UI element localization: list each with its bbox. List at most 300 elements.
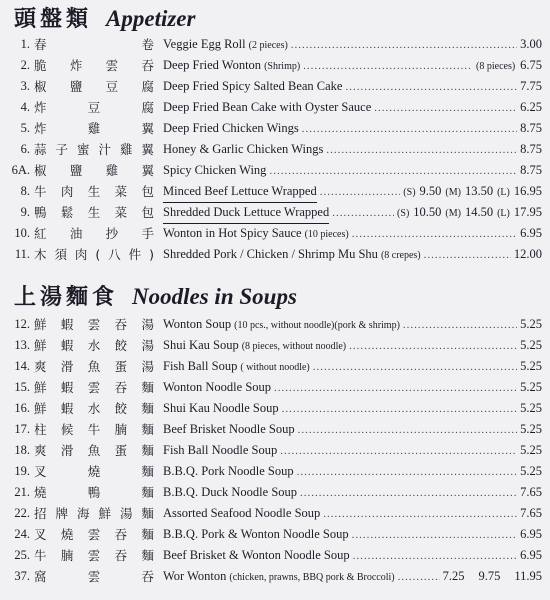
- size-label: (L): [497, 187, 510, 198]
- zh-char: 椒: [34, 79, 47, 94]
- item-name-en: Beef Brisket Noodle Soup: [163, 422, 295, 436]
- item-english: [163, 181, 542, 203]
- menu-item: [0, 244, 550, 265]
- menu-item: [0, 181, 550, 202]
- zh-char: 燒: [34, 485, 47, 500]
- zh-char: 卷: [141, 37, 154, 52]
- zh-char: 菜: [114, 184, 128, 199]
- menu-item: [0, 356, 550, 377]
- menu-item: [0, 461, 550, 482]
- section-title-zh: 頭盤類: [14, 7, 93, 32]
- zh-char: 麵: [141, 443, 154, 458]
- item-name-zh: [34, 461, 154, 482]
- item-english: [163, 440, 542, 462]
- item-english: [163, 202, 542, 224]
- leader-dots: [424, 245, 511, 266]
- item-name-zh: [34, 34, 154, 55]
- zh-char: 翼: [141, 142, 154, 157]
- item-name-zh: [34, 55, 154, 76]
- item-english: [163, 503, 542, 525]
- size-prices: [403, 181, 542, 203]
- leader-dots: [302, 119, 517, 140]
- zh-char: 餃: [114, 401, 128, 416]
- size-label: (L): [497, 208, 510, 219]
- section-title-en: Noodles in Soups: [132, 284, 297, 309]
- zh-char: 鴨: [87, 485, 101, 500]
- zh-char: 雲: [105, 58, 119, 73]
- item-number: 3.: [20, 79, 30, 93]
- zh-char: 雲: [87, 548, 101, 563]
- item-name-en: Veggie Egg Roll: [163, 37, 246, 51]
- item-name-zh: [34, 118, 154, 139]
- zh-char: 肉: [74, 247, 88, 262]
- item-name-en: Fish Ball Soup: [163, 359, 238, 373]
- zh-char: 吞: [114, 317, 128, 332]
- zh-char: 麵: [141, 485, 154, 500]
- zh-char: 爽: [34, 359, 47, 374]
- zh-char: 柱: [34, 422, 47, 437]
- zh-char: 翼: [141, 163, 154, 178]
- zh-char: 燒: [60, 527, 74, 542]
- item-number: 14.: [14, 359, 30, 373]
- leader-dots: [398, 567, 440, 588]
- item-name-zh: [34, 545, 154, 566]
- item-name-zh: [34, 97, 154, 118]
- item-price: 7.75: [520, 79, 542, 93]
- size-label: (S): [403, 187, 416, 198]
- item-name-zh: [34, 377, 154, 398]
- item-price: 6.95: [520, 527, 542, 541]
- zh-char: 叉: [34, 464, 47, 479]
- zh-char: 蝦: [60, 317, 74, 332]
- zh-char: 木: [34, 247, 47, 262]
- item-english: [163, 97, 542, 119]
- item-english: [163, 398, 542, 420]
- menu-item: [0, 482, 550, 503]
- zh-char: 招: [34, 506, 47, 521]
- zh-char: 水: [87, 401, 101, 416]
- item-english: [163, 34, 542, 56]
- size-price: 11.95: [514, 569, 542, 583]
- item-name-en: Deep Fried Bean Cake with Oyster Sauce: [163, 100, 372, 114]
- zh-char: 叉: [34, 527, 47, 542]
- zh-char: 手: [141, 226, 154, 241]
- leader-dots: [303, 56, 470, 77]
- zh-char: 滑: [60, 443, 74, 458]
- zh-char: 蝦: [60, 401, 74, 416]
- item-number: 18.: [14, 443, 30, 457]
- leader-dots: [320, 182, 401, 203]
- size-price: 13.50: [464, 184, 494, 198]
- item-english: [163, 55, 542, 77]
- zh-char: 雞: [105, 163, 119, 178]
- item-note: (8 crepes): [380, 250, 421, 261]
- zh-char: 鮮: [34, 380, 47, 395]
- leader-dots: [403, 315, 517, 336]
- zh-char: 鮮: [98, 506, 111, 521]
- leader-dots: [274, 378, 517, 399]
- item-number: 16.: [14, 401, 30, 415]
- item-number: 2.: [20, 58, 30, 72]
- item-note: (8 pieces, without noodle): [241, 341, 347, 352]
- zh-char: 翼: [141, 121, 154, 136]
- item-number: 17.: [14, 422, 30, 436]
- size-price: 14.50: [464, 205, 494, 219]
- menu-item: [0, 139, 550, 160]
- section-title-en: Appetizer: [106, 6, 196, 31]
- menu-item: [0, 97, 550, 118]
- item-price: 5.25: [520, 443, 542, 457]
- zh-char: 雞: [87, 121, 101, 136]
- item-price: 5.25: [520, 422, 542, 436]
- zh-char: 炸: [69, 58, 83, 73]
- item-name-en: Shui Kau Noodle Soup: [163, 401, 279, 415]
- item-price: 6.25: [520, 100, 542, 114]
- leader-dots: [269, 161, 517, 182]
- item-name-zh: [34, 524, 154, 545]
- leader-dots: [300, 483, 517, 504]
- leader-dots: [332, 203, 394, 224]
- menu-item: [0, 202, 550, 223]
- section-heading-noodles: [14, 280, 297, 314]
- menu-item: [0, 377, 550, 398]
- item-name-zh: [34, 181, 154, 202]
- item-name-zh: [34, 76, 154, 97]
- item-note: ( without noodle): [240, 362, 310, 373]
- zh-char: 窩: [34, 569, 47, 584]
- item-name-zh: [34, 139, 154, 160]
- item-name-en: Shredded Pork / Chicken / Shrimp Mu Shu: [163, 247, 378, 261]
- zh-char: 麵: [141, 506, 154, 521]
- menu-item: [0, 440, 550, 461]
- item-name-en: B.B.Q. Duck Noodle Soup: [163, 485, 298, 499]
- item-name-en: B.B.Q. Pork & Wonton Noodle Soup: [163, 527, 349, 541]
- zh-char: 雲: [87, 527, 101, 542]
- item-price: 6.95: [520, 226, 542, 240]
- size-prices: [443, 566, 542, 587]
- size-label: (M): [445, 208, 461, 219]
- item-name-zh: [34, 356, 154, 377]
- zh-char: 腐: [141, 100, 154, 115]
- zh-char: 麵: [141, 464, 154, 479]
- zh-char: 燒: [87, 464, 101, 479]
- zh-char: 鹽: [69, 163, 83, 178]
- item-name-zh: [34, 503, 154, 524]
- leader-dots: [352, 224, 517, 245]
- zh-char: 麵: [141, 422, 154, 437]
- zh-char: 吞: [141, 569, 154, 584]
- appetizer-list: [0, 34, 550, 265]
- item-number: 5.: [20, 121, 30, 135]
- menu-item: [0, 545, 550, 566]
- zh-char: 油: [69, 226, 83, 241]
- menu-item: [0, 76, 550, 97]
- zh-char: 麵: [141, 548, 154, 563]
- item-price: 8.75: [520, 163, 542, 177]
- item-price: 5.25: [520, 464, 542, 478]
- item-name-en: Deep Fried Spicy Salted Bean Cake: [163, 79, 343, 93]
- menu-item: [0, 398, 550, 419]
- item-price: 8.75: [520, 142, 542, 156]
- zh-char: 蝦: [60, 380, 74, 395]
- zh-char: 脆: [34, 58, 47, 73]
- zh-char: 吞: [141, 58, 154, 73]
- item-name-zh: [34, 566, 154, 587]
- zh-char: 鮮: [34, 317, 47, 332]
- item-note: (8 pieces): [476, 61, 516, 72]
- item-english: [163, 524, 542, 546]
- item-price: 3.00: [520, 37, 542, 51]
- item-english: [163, 461, 542, 483]
- size-price: 7.25: [442, 569, 465, 583]
- item-number: 22.: [14, 506, 30, 520]
- item-note: (2 pieces): [248, 40, 288, 51]
- item-number: 10.: [14, 226, 30, 240]
- zh-char: 腩: [114, 422, 128, 437]
- zh-char: 牛: [87, 422, 101, 437]
- item-name-zh: [34, 202, 154, 223]
- item-note: (10 pieces): [304, 229, 349, 240]
- zh-char: 件: [128, 247, 142, 262]
- item-number: 4.: [20, 100, 30, 114]
- size-label: (S): [397, 208, 410, 219]
- item-english: [163, 419, 542, 441]
- zh-char: 蜜: [76, 142, 90, 157]
- item-english: [163, 377, 542, 399]
- item-name-en: Wonton in Hot Spicy Sauce: [163, 226, 302, 240]
- zh-char: 候: [60, 422, 74, 437]
- item-name-en: Minced Beef Lettuce Wrapped: [163, 181, 317, 203]
- zh-char: 抄: [105, 226, 119, 241]
- menu-item: [0, 314, 550, 335]
- item-english: [163, 244, 542, 266]
- item-name-zh: [34, 482, 154, 503]
- item-number: 8.: [20, 184, 30, 198]
- zh-char: 水: [87, 338, 101, 353]
- zh-char: 雞: [119, 142, 133, 157]
- zh-char: 紅: [34, 226, 47, 241]
- zh-char: 豆: [87, 100, 101, 115]
- zh-char: 肉: [60, 184, 74, 199]
- size-prices: [397, 202, 542, 224]
- zh-char: 鬆: [60, 205, 74, 220]
- item-name-zh: [34, 398, 154, 419]
- item-name-zh: [34, 223, 154, 244]
- item-price: 6.95: [520, 548, 542, 562]
- zh-char: 吞: [114, 380, 128, 395]
- menu-item: [0, 223, 550, 244]
- menu-item: [0, 335, 550, 356]
- item-name-en: Shredded Duck Lettuce Wrapped: [163, 202, 329, 224]
- item-number: 13.: [14, 338, 30, 352]
- zh-char: 蝦: [60, 338, 74, 353]
- zh-char: ): [149, 247, 154, 262]
- item-number: 6.: [20, 142, 30, 156]
- zh-char: 湯: [119, 506, 133, 521]
- zh-char: 雲: [87, 317, 101, 332]
- zh-char: 春: [34, 37, 47, 52]
- item-name-zh: [34, 160, 154, 181]
- item-number: 12.: [14, 317, 30, 331]
- zh-char: 包: [141, 205, 154, 220]
- zh-char: 雲: [87, 569, 101, 584]
- zh-char: 腐: [141, 79, 154, 94]
- leader-dots: [298, 420, 518, 441]
- leader-dots: [282, 399, 518, 420]
- size-price: 17.95: [513, 205, 542, 219]
- item-number: 11.: [14, 247, 30, 261]
- zh-char: 湯: [141, 317, 154, 332]
- item-number: 37.: [14, 569, 30, 583]
- leader-dots: [349, 336, 517, 357]
- item-english: [163, 566, 542, 588]
- zh-char: 鮮: [34, 401, 47, 416]
- size-price: 16.95: [513, 184, 542, 198]
- item-name-en: Fish Ball Noodle Soup: [163, 443, 278, 457]
- item-name-en: Beef Brisket & Wonton Noodle Soup: [163, 548, 350, 562]
- size-price: 9.50: [419, 184, 442, 198]
- item-english: [163, 335, 542, 357]
- item-price: 5.25: [520, 359, 542, 373]
- item-number: 6A.: [11, 163, 30, 177]
- item-price: 5.25: [520, 380, 542, 394]
- item-number: 19.: [14, 464, 30, 478]
- item-english: [163, 314, 542, 336]
- leader-dots: [353, 546, 518, 567]
- item-name-en: Honey & Garlic Chicken Wings: [163, 142, 324, 156]
- item-name-zh: [34, 440, 154, 461]
- zh-char: 海: [76, 506, 90, 521]
- zh-char: 包: [141, 184, 154, 199]
- item-english: [163, 545, 542, 567]
- zh-char: 湯: [141, 359, 154, 374]
- item-number: 15.: [14, 380, 30, 394]
- zh-char: 牛: [34, 548, 47, 563]
- leader-dots: [313, 357, 517, 378]
- item-name-zh: [34, 335, 154, 356]
- menu-item: [0, 566, 550, 587]
- item-name-en: Spicy Chicken Wing: [163, 163, 267, 177]
- zh-char: 蒜: [34, 142, 47, 157]
- item-name-zh: [34, 314, 154, 335]
- zh-char: 八: [108, 247, 121, 262]
- zh-char: 雲: [87, 380, 101, 395]
- zh-char: 汁: [98, 142, 111, 157]
- item-english: [163, 160, 542, 182]
- leader-dots: [374, 98, 517, 119]
- zh-char: 麵: [141, 401, 154, 416]
- item-name-en: Deep Fried Chicken Wings: [163, 121, 299, 135]
- zh-char: 生: [87, 184, 101, 199]
- item-note: (10 pcs., without noodle)(pork & shrimp): [234, 320, 400, 331]
- noodles-list: [0, 314, 550, 587]
- item-price: 6.75: [520, 58, 542, 72]
- item-english: [163, 139, 542, 161]
- zh-char: 牌: [55, 506, 68, 521]
- zh-char: 蛋: [114, 359, 128, 374]
- item-price: 5.25: [520, 338, 542, 352]
- size-price: 9.75: [478, 569, 501, 583]
- item-name-en: Wor Wonton: [163, 569, 227, 583]
- zh-char: 炸: [34, 121, 47, 136]
- size-label: (M): [445, 187, 461, 198]
- item-name-zh: [34, 419, 154, 440]
- leader-dots: [297, 462, 518, 483]
- menu-item: [0, 419, 550, 440]
- zh-char: 牛: [34, 184, 47, 199]
- item-price: 8.75: [520, 121, 542, 135]
- zh-char: 蛋: [114, 443, 128, 458]
- item-note: (Shrimp): [264, 61, 301, 72]
- zh-char: 鹽: [69, 79, 83, 94]
- item-english: [163, 356, 542, 378]
- item-number: 9.: [20, 205, 30, 219]
- menu-item: [0, 524, 550, 545]
- zh-char: 湯: [141, 338, 154, 353]
- zh-char: 生: [87, 205, 101, 220]
- zh-char: 子: [55, 142, 68, 157]
- item-english: [163, 482, 542, 504]
- zh-char: 鮮: [34, 338, 47, 353]
- item-number: 1.: [20, 37, 30, 51]
- item-number: 24.: [14, 527, 30, 541]
- menu-item: [0, 118, 550, 139]
- leader-dots: [323, 504, 517, 525]
- item-name-zh: [34, 244, 154, 265]
- zh-char: 豆: [105, 79, 119, 94]
- section-heading-appetizer: [14, 2, 195, 36]
- zh-char: 魚: [87, 359, 101, 374]
- zh-char: 爽: [34, 443, 47, 458]
- item-price: 5.25: [520, 317, 542, 331]
- item-price: 12.00: [513, 247, 542, 261]
- leader-dots: [280, 441, 517, 462]
- leader-dots: [326, 140, 517, 161]
- size-price: 10.50: [413, 205, 442, 219]
- zh-char: (: [95, 247, 101, 262]
- item-english: [163, 76, 542, 98]
- menu-item: [0, 503, 550, 524]
- item-name-en: Wonton Noodle Soup: [163, 380, 272, 394]
- zh-char: 炸: [34, 100, 47, 115]
- zh-char: 滑: [60, 359, 74, 374]
- zh-char: 吞: [114, 527, 128, 542]
- leader-dots: [352, 525, 518, 546]
- item-price: 7.65: [520, 485, 542, 499]
- zh-char: 麵: [141, 380, 154, 395]
- item-name-en: Wonton Soup: [163, 317, 232, 331]
- zh-char: 須: [54, 247, 67, 262]
- item-note: (chicken, prawns, BBQ pork & Broccoli): [229, 572, 395, 583]
- menu-item: [0, 55, 550, 76]
- item-number: 25.: [14, 548, 30, 562]
- zh-char: 麵: [141, 527, 154, 542]
- item-name-en: B.B.Q. Pork Noodle Soup: [163, 464, 294, 478]
- zh-char: 腩: [60, 548, 74, 563]
- zh-char: 鴨: [34, 205, 47, 220]
- item-number: 21.: [14, 485, 30, 499]
- zh-char: 餃: [114, 338, 128, 353]
- menu-item: [0, 160, 550, 181]
- menu-item: [0, 34, 550, 55]
- item-price: 5.25: [520, 401, 542, 415]
- item-price: 7.65: [520, 506, 542, 520]
- zh-char: 菜: [114, 205, 128, 220]
- zh-char: 吞: [114, 548, 128, 563]
- item-name-en: Assorted Seafood Noodle Soup: [163, 506, 321, 520]
- item-name-en: Deep Fried Wonton: [163, 58, 262, 72]
- zh-char: 魚: [87, 443, 101, 458]
